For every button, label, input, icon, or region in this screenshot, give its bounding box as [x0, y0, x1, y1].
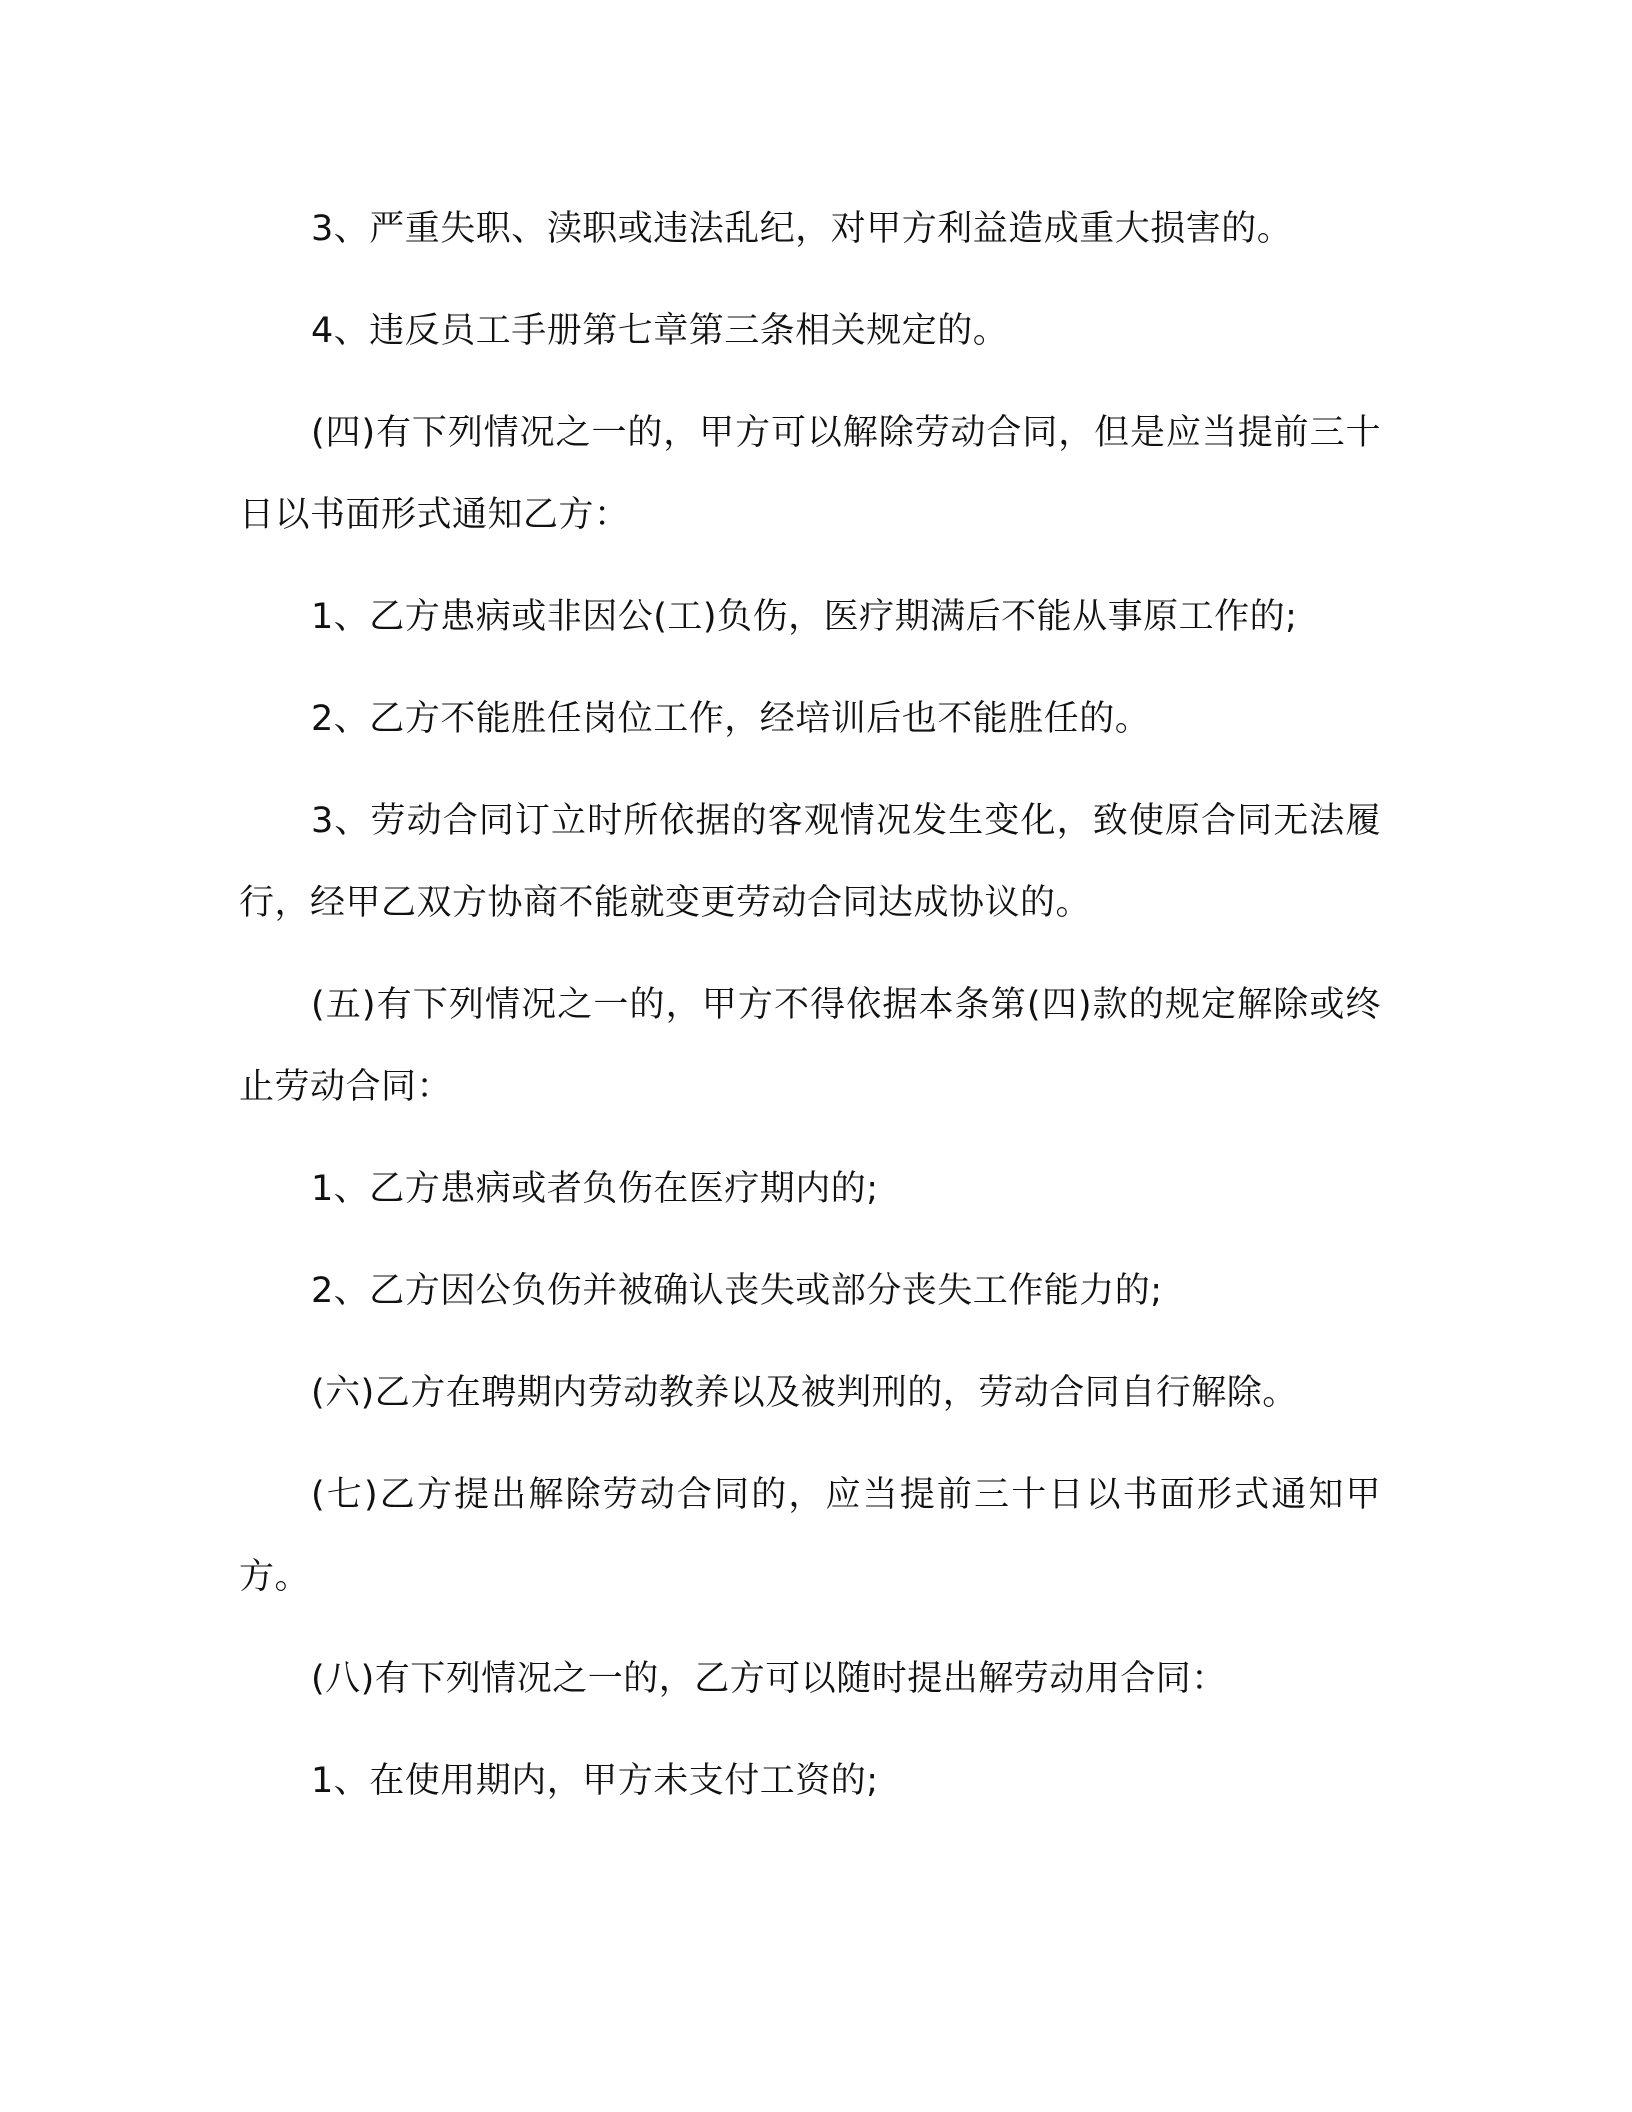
- paragraph-section-4-item-2: 2、乙方不能胜任岗位工作，经培训后也不能胜任的。: [311, 699, 1151, 739]
- paragraph-section-6: (六)乙方在聘期内劳动教养以及被判刑的，劳动合同自行解除。: [311, 1373, 1298, 1413]
- document-body: [239, 188, 1381, 1842]
- paragraph-item-3: 3、严重失职、渎职或违法乱纪，对甲方利益造成重大损害的。: [311, 209, 1293, 249]
- paragraph-section-8-item-1: 1、在使用期内，甲方未支付工资的;: [311, 1761, 879, 1801]
- paragraph-section-4: (四)有下列情况之一的，甲方可以解除劳动合同，但是应当提前三十日以书面形式通知乙方：: [239, 413, 1381, 535]
- paragraph-section-4-item-3: 3、劳动合同订立时所依据的客观情况发生变化，致使原合同无法履行，经甲乙双方协商不能就变更劳动合同达成协议的。: [239, 801, 1381, 923]
- paragraph-section-8: (八)有下列情况之一的，乙方可以随时提出解劳动用合同：: [311, 1659, 1227, 1699]
- paragraph-section-5-item-2: 2、乙方因公负伤并被确认丧失或部分丧失工作能力的;: [311, 1271, 1163, 1311]
- paragraph-item-4: 4、违反员工手册第七章第三条相关规定的。: [311, 311, 1009, 351]
- paragraph-section-7: (七)乙方提出解除劳动合同的，应当提前三十日以书面形式通知甲方。: [239, 1475, 1381, 1597]
- paragraph-section-5: (五)有下列情况之一的，甲方不得依据本条第(四)款的规定解除或终止劳动合同：: [239, 985, 1381, 1107]
- paragraph-section-5-item-1: 1、乙方患病或者负伤在医疗期内的;: [311, 1169, 879, 1209]
- paragraph-section-4-item-1: 1、乙方患病或非因公(工)负伤，医疗期满后不能从事原工作的;: [311, 597, 1298, 637]
